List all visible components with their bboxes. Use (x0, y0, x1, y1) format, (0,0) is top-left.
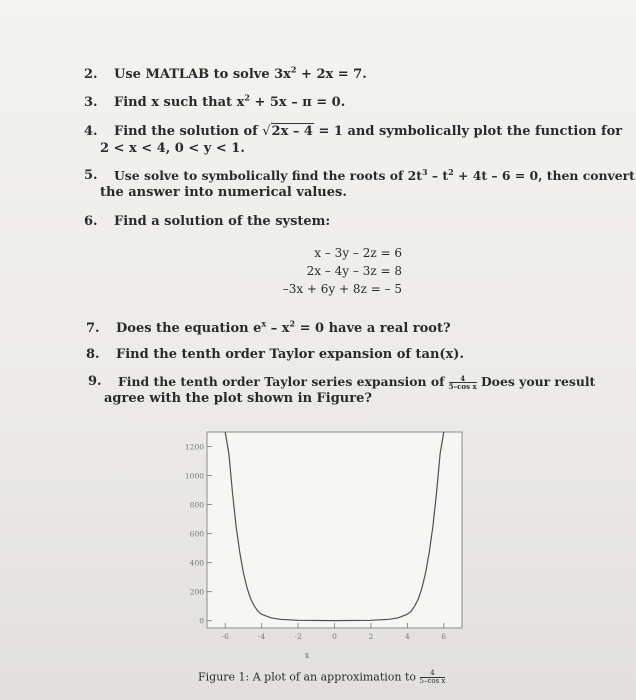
equation-line: x – 3y – 2z = 6 (314, 246, 402, 260)
fraction: $\frac{4}{\text{5–cos x}}$ (448, 374, 477, 391)
y-tick-label: 800 (189, 500, 204, 510)
problem-text: Find a solution of the system: (114, 214, 331, 229)
plot-frame (207, 432, 462, 628)
x-tick-label: 0 (332, 632, 337, 641)
problem-text: Find x such that $x^2 + 5x - \pi = 0$. (114, 92, 346, 110)
x-tick-label: -6 (221, 632, 229, 641)
problem-number: 6. (84, 214, 98, 229)
problem-number: 7. (86, 321, 100, 336)
y-tick-label: 600 (189, 529, 204, 539)
figure-caption: Figure 1: A plot of an approximation to $\frac{4}{\text{5–cos x}}$ (198, 669, 446, 685)
problem-text-line2: the answer into numerical values. (100, 185, 347, 200)
x-tick-label: -2 (294, 632, 302, 641)
equation-line: –3x + 6y + 8z = – 5 (282, 282, 402, 296)
sqrt-symbol: √ (262, 124, 271, 139)
y-tick-label: 0 (199, 616, 204, 626)
problem-text-line2: 2 < x < 4, 0 < y < 1. (100, 141, 245, 156)
problem-text: Use solve to symbolically find the roots of $2t^3 - t^2 + 4t - 6 = 0$, then convert (114, 166, 635, 183)
problem-number: 2. (84, 67, 98, 82)
problem-text: Use MATLAB to solve $3x^2 + 2x = 7$. (114, 64, 367, 82)
x-tick-label: 6 (441, 632, 447, 641)
x-tick-label: -4 (257, 632, 266, 641)
y-tick-label: 400 (189, 558, 204, 568)
problem-text: Does the equation $e^x - x^2 = 0$ have a real root? (116, 318, 451, 336)
y-tick-label: 1200 (184, 442, 204, 452)
taylor-plot (170, 428, 470, 658)
problem-number: 4. (84, 124, 98, 139)
problem-number: 5. (84, 168, 98, 183)
problem-number: 8. (86, 347, 100, 362)
problem-number: 9. (88, 374, 102, 389)
problem-text: Find the tenth order Taylor series expansion of $\frac{4}{\text{5–cos x}}$ Does your result (118, 374, 596, 391)
problem-text: Find the solution of √2x – 4 = 1 and symbolically plot the function for (114, 124, 623, 139)
y-tick-label: 1000 (184, 471, 204, 481)
problem-text-line2: agree with the plot shown in Figure? (104, 391, 372, 406)
problem-number: 3. (84, 95, 98, 110)
x-axis-label: x (304, 651, 310, 658)
x-tick-label: 2 (368, 632, 374, 641)
x-tick-label: 4 (404, 632, 410, 641)
problem-text: Find the tenth order Taylor expansion of tan(x). (116, 347, 464, 362)
caption-fraction: $\frac{4}{\text{5–cos x}}$ (419, 669, 446, 685)
equation-line: 2x – 4y – 3z = 8 (306, 264, 402, 278)
y-tick-label: 200 (189, 587, 204, 597)
equation-system (270, 244, 402, 298)
